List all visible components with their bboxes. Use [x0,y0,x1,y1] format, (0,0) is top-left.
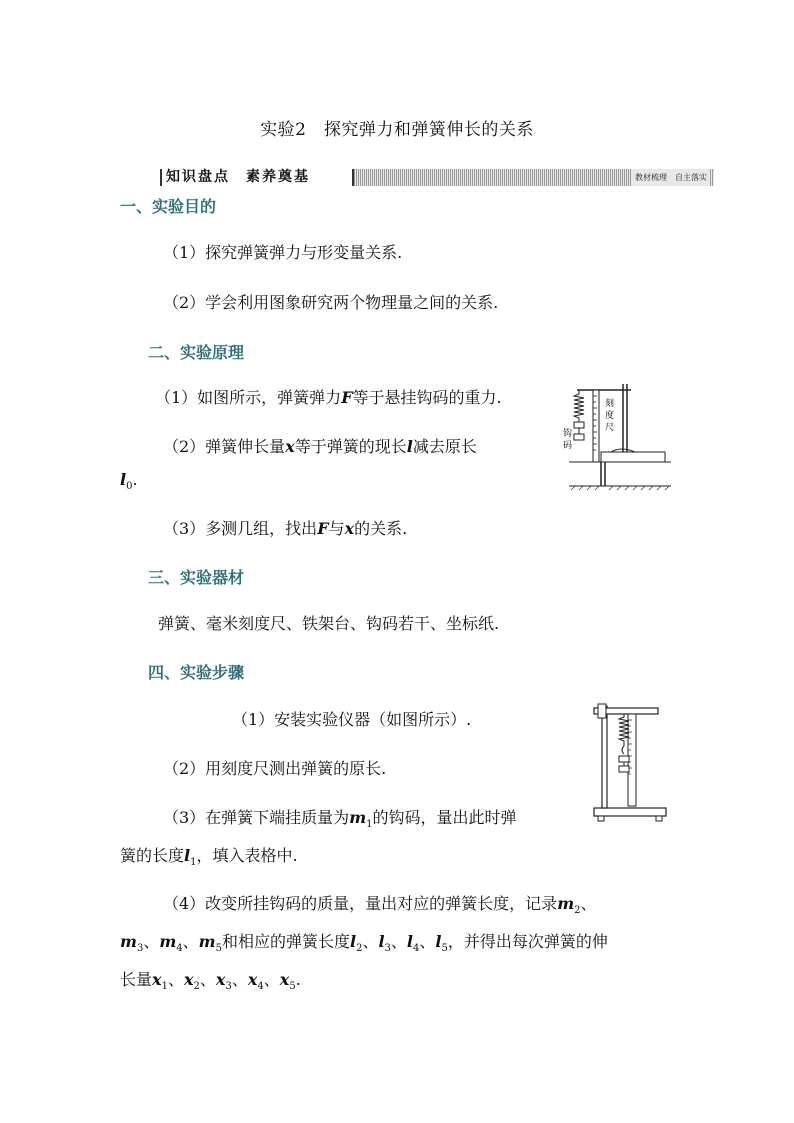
purpose-item-1: （1）探究弹簧弹力与形变量关系. [163,243,403,262]
var-m: m [349,808,367,827]
var-x: x [344,519,355,538]
var-m: m [198,932,216,951]
subscript: 3 [136,943,144,955]
subscript: 0 [126,481,133,493]
var-l: l [435,932,442,951]
var-l: l [349,932,357,951]
text: 、 [143,932,160,951]
principle-item-2 [163,434,477,457]
text: ，并得出每次弹簧的伸 [447,932,608,951]
text: 和相应的弹簧长度 [221,932,350,951]
principle-item-3 [163,516,407,539]
step-1: （1）安装实验仪器（如图所示）. [232,710,472,729]
var-m: m [120,932,137,951]
heading-purpose: 一、实验目的 [120,197,217,216]
step-3-cont [120,843,298,868]
subscript: 3 [384,943,391,955]
text: 、 [390,932,407,951]
subscript: 3 [225,981,232,993]
purpose-item-2: （2）学会利用图象研究两个物理量之间的关系. [163,293,499,312]
weight-label-2: 码 [563,441,573,451]
var-x: x [152,970,162,989]
equipment-list: 弹簧、毫米刻度尺、铁架台、钩码若干、坐标纸. [158,614,500,633]
principle-item-2-cont [120,470,138,492]
var-l: l [406,437,413,456]
subscript: 1 [161,981,168,993]
var-x: x [285,437,295,456]
banner-right-text: 教材梳理 自主落实 [632,169,710,186]
text: 、 [231,970,248,989]
text: 、 [182,932,199,951]
var-m: m [557,894,575,913]
text: （1）如图所示，弹簧弹力 [155,388,342,407]
text: 簧的长度 [120,846,185,865]
text: 减去原长 [412,437,477,456]
ruler-label-3: 尺 [605,423,615,433]
spring-ruler-figure [565,382,675,492]
text: 、 [419,932,436,951]
text: 、 [263,970,280,989]
subscript: 4 [176,943,183,955]
subscript: 1 [366,819,373,831]
var-x: x [215,970,226,989]
text: ，填入表格中. [196,846,298,865]
subscript: 2 [356,943,363,955]
ruler-label-2: 度 [605,411,615,421]
var-l: l [184,846,191,865]
text: 、 [199,970,216,989]
var-l: l [378,932,385,951]
text: （3）多测几组，找出 [163,519,318,538]
text: 的钩码，量出此时弹 [372,808,517,827]
subscript: 4 [413,943,420,955]
principle-item-1 [155,385,502,408]
weight-label-1: 钩 [563,429,573,439]
heading-equipment: 三、实验器材 [148,568,245,587]
var-l0: l [120,470,127,489]
text: （2）弹簧伸长量 [163,437,286,456]
step-4 [163,891,597,916]
text: （3）在弹簧下端挂质量为 [163,808,350,827]
heading-steps: 四、实验步骤 [148,663,245,682]
text: 长量 [120,970,153,989]
banner-label: 知识盘点 素养奠基 [160,169,356,186]
subscript: 5 [215,943,222,955]
subscript: 1 [190,857,197,869]
ruler-label-1: 刻 [605,399,615,409]
var-m: m [159,932,177,951]
step-3 [163,805,517,830]
var-x: x [279,970,290,989]
text: 、 [580,894,597,913]
subscript: 2 [574,905,581,917]
var-F: F [317,519,329,538]
text: . [132,470,138,489]
text: 的关系. [354,519,408,538]
text: 与 [328,519,345,538]
heading-principle: 二、实验原理 [148,343,245,362]
text: 等于弹簧的现长 [294,437,407,456]
step-2: （2）用刻度尺测出弹簧的原长. [163,759,387,778]
text: （4）改变所挂钩码的质量，量出对应的弹簧长度，记录 [163,894,558,913]
var-l: l [406,932,413,951]
page-title: 实验2 探究弹力和弹簧伸长的关系 [260,120,534,140]
var-x: x [247,970,258,989]
step-4-line2 [120,929,608,954]
var-x: x [183,970,194,989]
text: 、 [167,970,184,989]
subscript: 2 [193,981,200,993]
section-banner [160,169,712,186]
subscript: 5 [289,981,296,993]
text: 等于悬挂钩码的重力. [352,388,502,407]
text: . [295,970,301,989]
subscript: 4 [257,981,264,993]
var-F: F [341,388,353,407]
text: 、 [362,932,379,951]
subscript: 5 [441,943,448,955]
step-4-line3 [120,967,301,992]
iron-stand-figure [590,700,670,825]
banner-bar [352,169,714,186]
